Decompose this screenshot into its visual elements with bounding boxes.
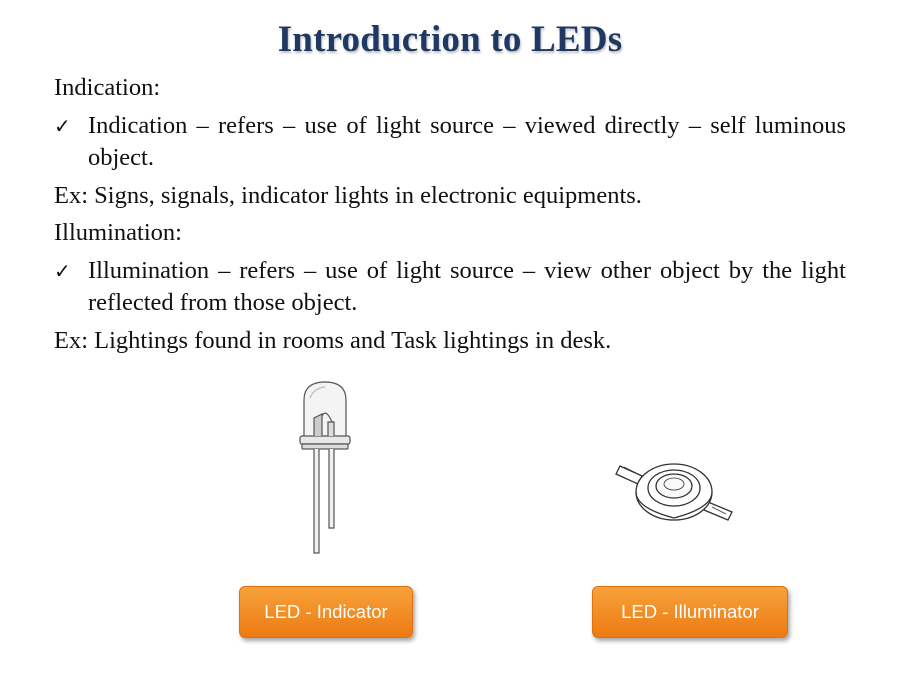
- indication-example: Ex: Signs, signals, indicator lights in electronic equipments.: [54, 181, 642, 209]
- power-led-icon: [612, 452, 736, 530]
- indication-bullet: [54, 110, 846, 175]
- illumination-bullet-text: Illumination – refers – use of light source – view other object by the light reflected from those object.: [88, 256, 846, 316]
- checkmark-icon: ✓: [54, 113, 71, 138]
- illumination-example: Ex: Lightings found in rooms and Task lightings in desk.: [54, 326, 612, 354]
- checkmark-icon: ✓: [54, 258, 71, 283]
- illumination-bullet: [54, 255, 846, 320]
- illumination-heading: Illumination:: [54, 219, 182, 246]
- slide-body: [54, 72, 846, 362]
- through-hole-led-icon: [292, 378, 362, 556]
- indication-heading: Indication:: [54, 74, 161, 101]
- led-illuminator-label: LED - Illuminator: [592, 586, 788, 638]
- slide-title: Introduction to LEDs: [277, 19, 623, 60]
- led-indicator-label: LED - Indicator: [239, 586, 413, 638]
- indication-bullet-text: Indication – refers – use of light source – viewed directly – self luminous object.: [88, 111, 846, 171]
